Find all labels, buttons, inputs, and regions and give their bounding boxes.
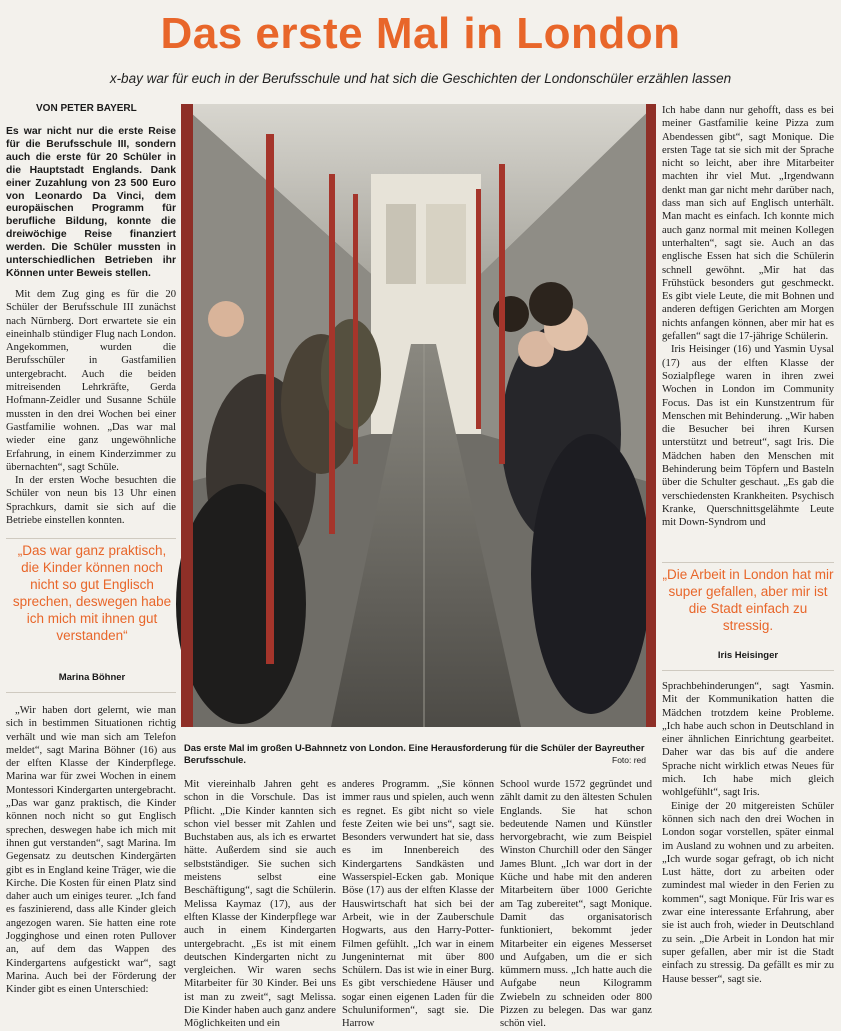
photo-caption: Das erste Mal im großen U-Bahnnetz von London. Eine Herausforderung für die Schüler der Bayreuther Berufsschule. bbox=[184, 742, 645, 765]
paragraph: Mit viereinhalb Jahren geht es schon in die Vorschule. Das ist Pflicht. „Die Kinder kannten sich schon viel besser mit Zahlen und Buchstaben aus, als ich es erwartet hätte. Außerdem sind sie auch selbstständiger. Sie suchen sich meistens selbst eine Beschäftigung“, sagt die Schülerin. Melissa Kaymaz (17), aus der elften Klasse der Kinderpflege war auch in einem Kindergarten untergebracht. „Es ist mit einem deutschen Kindergarten nicht zu vergleichen. Wir waren sechs Mitarbeiter für 30 Kinder. Bei uns ist man zu zweit“, sagt Melissa. Die Kinder haben auch ganz andere Möglichkeiten und ein bbox=[184, 779, 336, 1030]
subway-photo bbox=[181, 104, 656, 727]
paragraph: School wurde 1572 gegründet und zählt damit zu den ältesten Schulen Englands. Sie hat schon bedeutende Namen und Künstler hervorgebracht, wie zum Beispiel Winston Churchill oder den Sänger James Blunt. „Ich war dort in der Küche und habe mit den anderen Mitarbeitern über 1000 Gerichte am Tag zubereitet“, sagt Monique. Damit das organisatorisch funktioniert, bekommt jeder Mitarbeiter ein eigenes Messerset und Aufgaben, um die er sich kümmern muss. „Ich hatte auch die Aufgabe neun Kilogramm Zwiebeln zu schneiden oder 800 Pizzen zu belegen. Das war ganz schön viel. bbox=[500, 779, 652, 1030]
divider bbox=[662, 562, 834, 563]
lead-paragraph: Es war nicht nur die erste Reise für die Berufsschule III, sondern auch die erste für 20 Schüler in die Hauptstadt Englands. Dank einer Zuzahlung von 23 500 Euro von Leonardo Da Vinci, dem europäischen Programm für berufliche Bildung, konnte die dreiwöchige Reise finanziert werden. Die Schüler mussten in unterschiedlichen Betrieben ihr Können unter Beweis stellen. bbox=[6, 126, 176, 279]
paragraph: Iris Heisinger (16) und Yasmin Uysal (17) aus der elften Klasse der Sozialpflege waren in ihren zwei Wochen in London im Community Focus. Das ist ein Kunstzentrum für Menschen mit Behinderung. „Wir haben die Besucher bei ihren Kursen unterstützt und betreut“, sagt Iris. Die Mädchen haben den Menschen mit Behinderung beim Töpfern und Basteln über die Schulter geschaut. „Es gab die verschiedensten Krankheiten. Psychisch Kranke, Querschnittsgelähmte Leute mit Down-Syndrom und bbox=[662, 344, 834, 529]
column-5-top bbox=[662, 104, 834, 560]
divider bbox=[662, 670, 834, 671]
subway-car-image bbox=[181, 104, 656, 727]
photo-credit: Foto: red bbox=[612, 755, 647, 765]
pull-quote-right-author: Iris Heisinger bbox=[717, 650, 779, 661]
column-1-lower bbox=[6, 704, 176, 1022]
pull-quote-right: „Die Arbeit in London hat mir super gefallen, aber mir ist die Stadt einfach zu stressig. bbox=[662, 567, 834, 633]
paragraph: anderes Programm. „Sie können immer raus und spielen, auch wenn es regnet. Es gibt nicht so viele feste Zeiten wie bei uns“, sagt sie. Besonders verwundert hat sie, dass es im Innenbereich des Kindergartens Sandkästen und Wasserspiel-Ecken gab. Monique Böse (17) aus der elften Klasse der Hauswirtschaft hat sich bei der Arbeit, wie in der Zauberschule Hogwarts, aus den Harry-Potter-Filmen gefühlt. „Ich war in einem Jungeninternat mit über 800 Schülern. Das ist wie in einer Burg. Es gibt verschiedene Häuser und sogar einen eigenen Laden für die Schuluniformen“, sagt sie. Die Harrow bbox=[342, 779, 494, 1030]
byline: VON PETER BAYERL bbox=[36, 103, 137, 114]
column-5-bottom bbox=[662, 680, 834, 1022]
paragraph: Einige der 20 mitgereisten Schüler können sich nach den drei Wochen in London sogar vorstellen, später einmal im Ausland zu wohnen und zu arbeiten. „Ich wurde sogar gefragt, ob ich nicht Lust hätte, dort zu arbeiten oder zumindest mal wieder in den Ferien zu kommen“, sagt Monique. Für Iris war es zwar eine interessante Erfahrung, aber sie ist auch froh, wieder in Deutschland zu sein. „Die Arbeit in London hat mir super gefallen, aber mir ist die Stadt einfach zu stressig. Da gefällt es mir zu Hause besser“, sagt sie. bbox=[662, 800, 834, 985]
column-2 bbox=[184, 778, 336, 1030]
paragraph: In der ersten Woche besuchten die Schüler von neun bis 13 Uhr einen Sprachkurs, damit sie sich auf die Betriebe einstellen konnten. bbox=[6, 475, 176, 527]
column-4 bbox=[500, 778, 652, 1030]
divider bbox=[6, 692, 176, 693]
pull-quote-left: „Das war ganz praktisch, die Kinder können noch nicht so gut Englisch sprechen, deswegen habe ich mich mit ihnen gut verstanden“ bbox=[12, 543, 172, 643]
paragraph: „Wir haben dort gelernt, wie man sich in bestimmen Situationen richtig verhält und wie man sich am Telefon meldet“, sagt Marina Böhner (16) aus der elften Klasse der Kinderpflege. Marina war für zwei Wochen in einem Montessori Kindergarten untergebracht. „Das war ganz praktisch, die Kinder können noch nicht so gut Englisch sprechen, deswegen habe ich mich mit ihnen gut verstanden“, sagt Marina. Im Gegensatz zu deutschen Kindergärten gibt es in England keine Träger, wie die Kirche. Die Kosten für einen Platz sind daher auch um einiges teurer. „Ich fand es faszinierend, dass alle Kinder gleich angezogen waren. Sie hatten eine rote Jogginghose und einen roten Pullover an, auf dem das Wappen des Kindergartens aufgestickt war“, sagt Marina. Auch bei der Förderung der Kinder gibt es einen Unterschied: bbox=[6, 705, 176, 996]
paragraph: Ich habe dann nur gehofft, dass es bei meiner Gastfamilie keine Pizza zum Abendessen gibt“, sagt Monique. Die ersten Tage tat sie sich mit der Sprache nicht so leicht, aber ihre Mitarbeiter machten ihr viel Mut. „Irgendwann denkt man gar nicht mehr darüber nach, dass man sich auf Englisch unterhält. Man macht es einfach. Ich konnte mich auch ganz normal mit meinen Kollegen unterhalten“, sagt sie. Auch an das englische Essen hat sich die Schülerin schnell gewöhnt. „Mir hat das Frühstück besonders gut geschmeckt. Es gibt viele Leute, die mit Bohnen und anderen deftigen Gerichten am Morgen nichts anfangen können, aber mir hat es gefallen“ sagt die 17-jährige Schülerin. bbox=[662, 105, 834, 343]
subheadline: x-bay war für euch in der Berufsschule und hat sich die Geschichten der Londonschüler erzählen lassen bbox=[109, 71, 732, 86]
divider bbox=[6, 538, 176, 539]
paragraph: Mit dem Zug ging es für die 20 Schüler der Berufsschule III zunächst nach Nürnberg. Dort erwartete sie ein eineinhalb stündiger Flug nach London. Angekommen, wurden die Berufsschüler in Gastfamilien untergebracht. Auch die beiden mitreisenden Lehrkräfte, Gerda Hofmann-Zeidler und Susanne Schüle mussten in den drei Wochen bei einer Gastfamilie wohnen. „Das war mal wieder eine ganz ungewöhnliche Erfahrung, in einem Kinderzimmer zu übernachten“, sagt Schüle. bbox=[6, 289, 176, 473]
paragraph: Sprachbehinderungen“, sagt Yasmin. Mit der Kommunikation hatten die Mädchen trotzdem keine Probleme. „Ich habe auch schon in Deutschland in einer ähnlichen Einrichtung gearbeitet. Daher war das bis auf die andere Sprache nicht wirklich etwas Neues für mich. Ich habe mich gleich wohlgefühlt“, sagt Iris. bbox=[662, 681, 834, 799]
headline: Das erste Mal in London bbox=[160, 9, 681, 58]
pull-quote-left-author: Marina Böhner bbox=[58, 672, 126, 683]
column-3 bbox=[342, 778, 494, 1030]
column-1-body bbox=[6, 288, 176, 534]
